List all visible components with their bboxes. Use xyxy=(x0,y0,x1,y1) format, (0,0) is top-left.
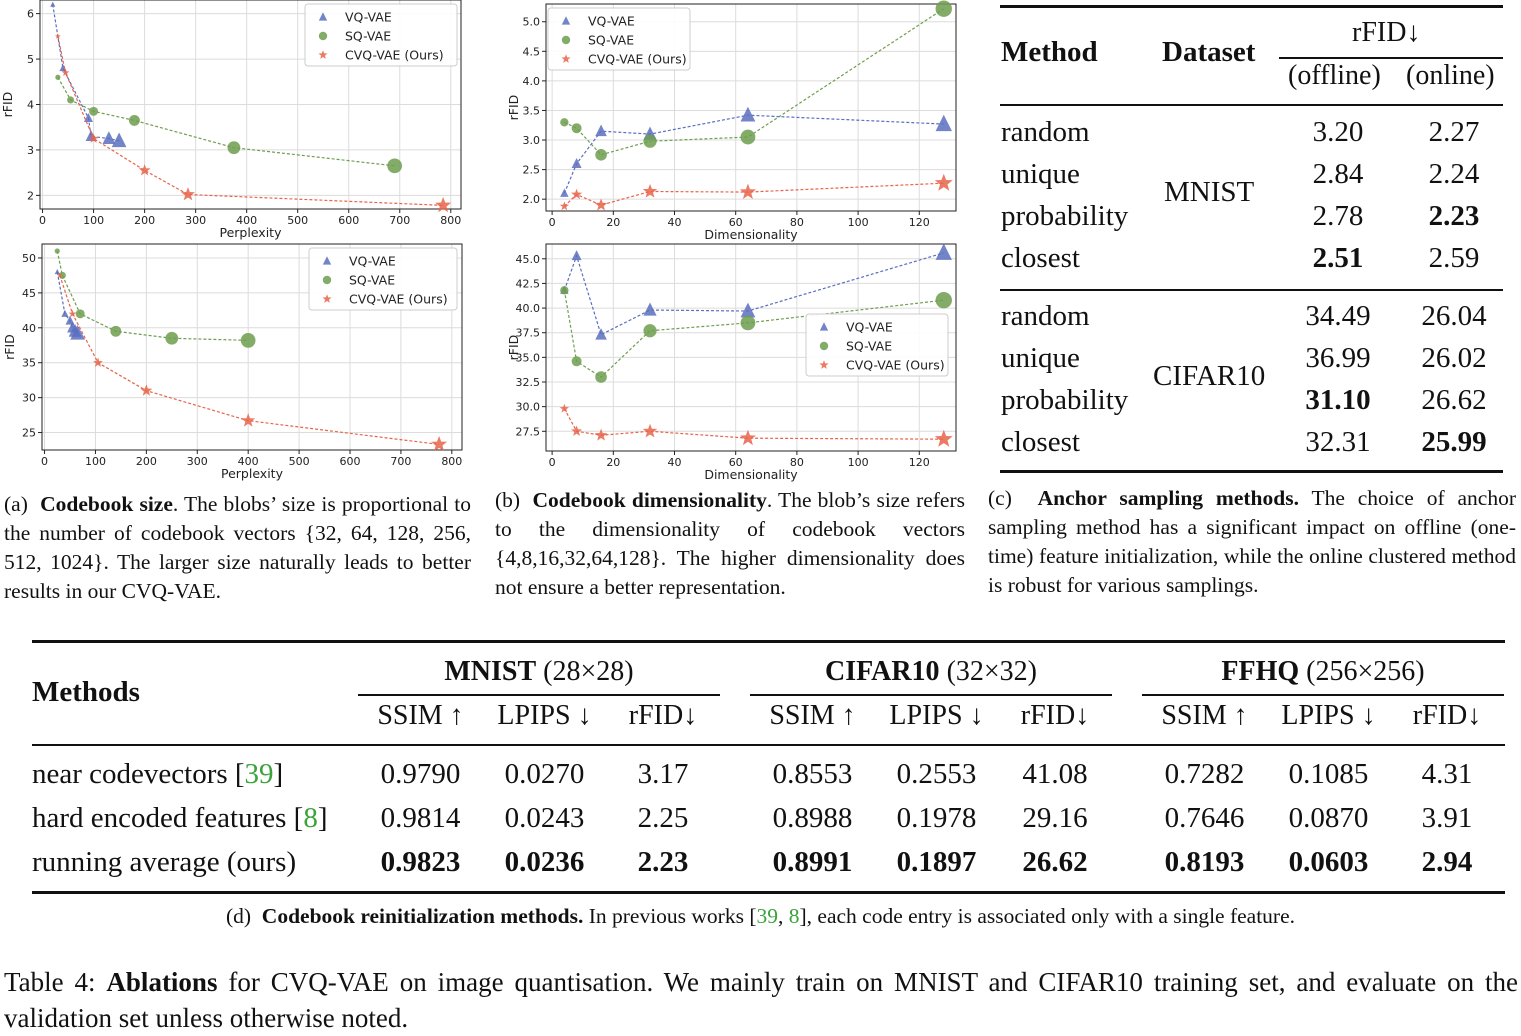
legend-label: CVQ-VAE (Ours) xyxy=(349,291,448,307)
legend-label: CVQ-VAE (Ours) xyxy=(846,357,945,373)
data-point-cvq-vae xyxy=(595,429,608,441)
table-c-group-rule xyxy=(1000,289,1503,291)
table-c-bottom-rule xyxy=(1000,470,1503,473)
legend-label: VQ-VAE xyxy=(846,319,893,335)
table-c-row xyxy=(1000,154,1503,196)
data-point-sq-vae xyxy=(936,292,952,308)
x-tick-label: 80 xyxy=(789,216,804,229)
table-d-dataset-cifar xyxy=(750,656,1112,688)
citation-link[interactable]: 8 xyxy=(303,802,318,834)
legend-label: VQ-VAE xyxy=(349,253,396,269)
y-tick-label: 5 xyxy=(27,53,34,67)
table-d-metric-header: SSIM ↑ xyxy=(769,700,856,731)
plot-b-top xyxy=(490,0,965,240)
x-axis-label: Dimensionality xyxy=(704,227,798,242)
table-c-group-cifar xyxy=(1000,296,1503,464)
y-tick-label: 37.5 xyxy=(515,326,540,340)
x-tick-label: 120 xyxy=(908,456,930,469)
caption-b xyxy=(495,486,965,602)
x-tick-label: 800 xyxy=(441,455,463,468)
data-point-vq-vae xyxy=(936,244,952,260)
plot-b-bottom xyxy=(490,240,965,480)
data-point-cvq-vae xyxy=(740,184,756,199)
table-caption-text: for CVQ-VAE on image quantisation. We mainly train on MNIST and CIFAR10 training set, and evaluate on the validation set unless otherwise noted. xyxy=(4,967,1519,1033)
x-tick-label: 100 xyxy=(84,455,106,468)
data-point-cvq-vae xyxy=(181,187,195,200)
legend-marker-sq-vae xyxy=(319,32,327,40)
y-tick-label: 32.5 xyxy=(515,376,540,389)
citation-link[interactable]: 8 xyxy=(788,904,800,928)
caption-d-label: (d) xyxy=(225,904,252,928)
table-d-cell: 0.8991 xyxy=(772,846,853,878)
table-c-group-mnist xyxy=(1000,112,1503,280)
data-point-vq-vae xyxy=(595,125,607,137)
data-point-sq-vae xyxy=(67,96,74,103)
x-tick-label: 400 xyxy=(236,214,258,227)
table-d-group-rule xyxy=(358,694,720,696)
table-d-metric-header: LPIPS ↓ xyxy=(497,700,592,731)
caption-a xyxy=(4,490,471,606)
table-d-metric-header: rFID↓ xyxy=(1412,700,1482,731)
table-d-dataset-ffhq xyxy=(1142,656,1504,688)
x-tick-label: 40 xyxy=(667,456,682,469)
table-d-body xyxy=(32,754,1505,886)
x-tick-label: 200 xyxy=(135,455,157,468)
series-line-cvq-vae xyxy=(564,409,943,440)
x-tick-label: 600 xyxy=(338,214,360,227)
x-axis-label: Perplexity xyxy=(219,225,282,240)
table-c-header-offline: (offline) xyxy=(1288,60,1381,91)
table-d-dataset-name: FFHQ xyxy=(1221,656,1300,687)
data-point-vq-vae xyxy=(572,250,582,260)
chart-a-bottom-svg xyxy=(0,240,470,480)
legend-label: SQ-VAE xyxy=(345,28,392,44)
table-c-offline: 36.99 xyxy=(1305,342,1371,374)
table-c-header-dataset: Dataset xyxy=(1162,36,1256,68)
data-point-cvq-vae xyxy=(571,426,582,436)
table-d-metric-header: rFID↓ xyxy=(1020,700,1090,731)
data-point-vq-vae xyxy=(936,115,952,131)
table-d-row xyxy=(32,798,1505,842)
caption-c xyxy=(988,484,1516,600)
data-point-sq-vae xyxy=(110,326,121,337)
table-d-dataset-res: (28×28) xyxy=(543,656,634,687)
data-point-vq-vae xyxy=(741,107,756,122)
table-d-cell: 4.31 xyxy=(1421,758,1473,790)
caption-c-label: (c) xyxy=(988,486,1012,510)
data-point-sq-vae xyxy=(643,324,656,337)
table-d-method-close: ] xyxy=(317,802,328,834)
data-point-cvq-vae xyxy=(93,358,103,367)
caption-d-title: Codebook reinitialization methods. xyxy=(261,904,584,928)
table-d-cell: 0.1897 xyxy=(896,846,977,878)
table-d-cell: 0.7646 xyxy=(1164,802,1245,834)
table-c-offline: 3.20 xyxy=(1312,116,1364,148)
table-c-offline: 2.51 xyxy=(1312,242,1364,274)
table-d-metric-header: SSIM ↑ xyxy=(377,700,464,731)
data-point-sq-vae xyxy=(129,115,140,126)
table-d-mid-rule xyxy=(32,744,1505,746)
y-tick-label: 4 xyxy=(27,98,34,112)
table-c xyxy=(1000,0,1503,480)
y-tick-label: 5.0 xyxy=(522,15,540,29)
caption-a-label: (a) xyxy=(4,492,28,516)
table-c-header-rfid: rFID↓ xyxy=(1352,17,1421,48)
table-d-row xyxy=(32,754,1505,798)
series-line-vq-vae xyxy=(564,115,943,193)
table-d-method-text: hard encoded features [ xyxy=(32,802,304,834)
table-d-cell: 0.0236 xyxy=(504,846,585,878)
data-point-cvq-vae xyxy=(560,201,569,210)
y-tick-label: 40 xyxy=(22,321,36,335)
legend-label: VQ-VAE xyxy=(588,13,635,29)
y-tick-label: 3 xyxy=(27,143,34,157)
plot-a-top xyxy=(0,0,470,240)
data-point-cvq-vae xyxy=(560,404,569,413)
table-c-method: probability xyxy=(1001,384,1129,416)
data-point-cvq-vae xyxy=(431,436,447,451)
data-point-vq-vae xyxy=(61,310,68,317)
table-caption-label: Table 4: xyxy=(4,967,96,997)
caption-b-title: Codebook dimensionality xyxy=(532,488,767,512)
x-tick-label: 200 xyxy=(134,214,156,227)
table-d-method xyxy=(32,758,283,791)
table-c-offline: 32.31 xyxy=(1305,426,1371,458)
table-c-method: random xyxy=(1001,116,1090,148)
data-point-vq-vae xyxy=(50,2,55,7)
table-d-cell: 3.91 xyxy=(1421,802,1473,834)
caption-d-text-end: ], each code entry is associated only with a single feature. xyxy=(799,904,1296,928)
table-c-header-online: (online) xyxy=(1406,60,1495,91)
table-d-dataset-res: (32×32) xyxy=(946,656,1038,687)
legend xyxy=(548,8,690,70)
y-tick-label: 3.0 xyxy=(522,134,540,148)
legend xyxy=(309,248,457,310)
data-point-vq-vae xyxy=(560,188,568,196)
table-d-cell: 41.08 xyxy=(1022,758,1088,790)
chart-b-bottom-svg xyxy=(490,240,965,480)
data-point-vq-vae xyxy=(643,303,656,316)
data-point-sq-vae xyxy=(595,149,607,161)
table-c-online: 2.59 xyxy=(1428,242,1480,274)
data-point-sq-vae xyxy=(55,75,60,80)
table-d-metric-header: rFID↓ xyxy=(628,700,698,731)
data-point-sq-vae xyxy=(560,118,568,126)
table-c-method: random xyxy=(1001,300,1090,332)
data-point-cvq-vae xyxy=(643,424,657,438)
table-d-cell: 29.16 xyxy=(1022,802,1088,834)
x-tick-label: 600 xyxy=(339,455,361,468)
data-point-sq-vae xyxy=(76,309,85,318)
table-c-offline: 2.84 xyxy=(1312,158,1364,190)
legend-label: SQ-VAE xyxy=(588,32,635,48)
y-axis-label: rFID xyxy=(506,334,521,361)
y-tick-label: 4.0 xyxy=(522,74,540,88)
data-point-vq-vae xyxy=(55,269,60,274)
x-tick-label: 500 xyxy=(288,455,310,468)
table-d-dataset-name: MNIST xyxy=(444,656,537,687)
data-point-cvq-vae xyxy=(740,430,756,445)
data-point-cvq-vae xyxy=(643,184,657,198)
table-c-online: 2.23 xyxy=(1428,200,1480,232)
x-tick-label: 0 xyxy=(548,456,556,469)
table-c-dataset-mnist: MNIST xyxy=(1164,176,1255,208)
y-tick-label: 35.0 xyxy=(515,351,540,365)
table-c-top-rule xyxy=(1000,5,1503,8)
table-d-cell: 0.9814 xyxy=(380,802,461,834)
table-d-dataset-name: CIFAR10 xyxy=(824,656,940,687)
table-d-cell: 0.1085 xyxy=(1288,758,1369,790)
data-point-sq-vae xyxy=(572,356,582,366)
x-tick-label: 300 xyxy=(186,455,208,468)
table-d-top-rule xyxy=(32,640,1505,643)
table-c-row xyxy=(1000,238,1503,280)
table-d-metric-headers xyxy=(32,700,1505,740)
data-point-sq-vae xyxy=(241,333,256,348)
chart-a-top-svg xyxy=(0,0,470,240)
plot-a-bottom xyxy=(0,240,470,480)
table-d-method xyxy=(32,846,296,879)
data-point-sq-vae xyxy=(643,135,656,148)
table-d-group-rule xyxy=(750,694,1112,696)
y-tick-label: 4.5 xyxy=(522,45,540,59)
table-d-metric-header: LPIPS ↓ xyxy=(1281,700,1376,731)
table-d-bottom-rule xyxy=(32,891,1505,894)
x-axis-label: Dimensionality xyxy=(704,467,798,482)
chart-b-top-svg xyxy=(490,0,965,240)
x-tick-label: 100 xyxy=(847,216,869,229)
data-point-cvq-vae xyxy=(935,174,953,191)
legend-marker-sq-vae xyxy=(323,276,331,284)
y-tick-label: 30 xyxy=(22,391,36,405)
x-tick-label: 60 xyxy=(728,456,743,469)
table-d-cell: 0.2553 xyxy=(896,758,977,790)
legend-label: SQ-VAE xyxy=(846,338,893,354)
x-tick-label: 100 xyxy=(83,214,105,227)
data-point-sq-vae xyxy=(387,158,402,173)
table-d-dataset-res: (256×256) xyxy=(1306,656,1425,687)
y-tick-label: 35 xyxy=(22,356,36,370)
y-tick-label: 42.5 xyxy=(515,277,540,291)
table-d-cell: 2.23 xyxy=(637,846,689,878)
y-tick-label: 2.5 xyxy=(522,163,540,177)
table-c-online: 26.02 xyxy=(1421,342,1487,374)
table-d-cell: 2.94 xyxy=(1421,846,1473,878)
data-point-cvq-vae xyxy=(435,197,451,212)
legend-marker-sq-vae xyxy=(562,36,570,44)
x-tick-label: 20 xyxy=(606,216,621,229)
x-tick-label: 40 xyxy=(667,216,682,229)
table-d-cell: 3.17 xyxy=(637,758,689,790)
x-tick-label: 700 xyxy=(390,455,412,468)
x-tick-label: 0 xyxy=(41,455,49,468)
data-point-cvq-vae xyxy=(595,198,608,210)
table-caption-title: Ablations xyxy=(106,967,218,997)
x-axis-label: Perplexity xyxy=(221,466,283,481)
legend xyxy=(305,4,457,66)
x-tick-label: 700 xyxy=(389,214,411,227)
y-tick-label: 25 xyxy=(22,426,36,440)
legend-label: CVQ-VAE (Ours) xyxy=(588,51,687,67)
y-tick-label: 30.0 xyxy=(515,400,540,414)
table-d xyxy=(32,640,1505,896)
caption-c-title: Anchor sampling methods. xyxy=(1037,486,1299,510)
table-c-row xyxy=(1000,338,1503,380)
table-d-cell: 0.8193 xyxy=(1164,846,1245,878)
table-c-offline: 34.49 xyxy=(1305,300,1371,332)
table-caption xyxy=(4,964,1518,1036)
caption-b-label: (b) xyxy=(495,488,521,512)
table-c-offline: 31.10 xyxy=(1305,384,1371,416)
table-c-method: unique xyxy=(1001,158,1080,190)
data-point-cvq-vae xyxy=(935,430,953,447)
y-tick-label: 45 xyxy=(22,286,36,300)
table-d-group-rule xyxy=(1142,694,1504,696)
data-point-sq-vae xyxy=(936,1,952,17)
table-d-row xyxy=(32,842,1505,886)
data-point-sq-vae xyxy=(55,248,60,253)
legend-label: VQ-VAE xyxy=(345,9,392,25)
table-d-method-text: running average (ours) xyxy=(32,846,297,878)
table-c-method: closest xyxy=(1001,242,1080,274)
y-tick-label: 27.5 xyxy=(515,425,540,439)
table-c-online: 2.24 xyxy=(1428,158,1480,190)
data-point-sq-vae xyxy=(89,107,98,116)
table-d-cell: 0.0243 xyxy=(504,802,585,834)
y-tick-label: 3.5 xyxy=(522,104,540,118)
x-tick-label: 500 xyxy=(287,214,309,227)
table-d-cell: 0.8553 xyxy=(772,758,853,790)
series-line-sq-vae xyxy=(58,77,395,166)
citation-link[interactable]: 39 xyxy=(244,758,274,790)
data-point-sq-vae xyxy=(595,371,607,383)
table-c-row xyxy=(1000,112,1503,154)
table-c-online: 25.99 xyxy=(1421,426,1487,458)
table-d-cell: 0.8988 xyxy=(772,802,853,834)
table-d-method-text: near codevectors [ xyxy=(32,758,245,790)
data-point-vq-vae xyxy=(595,328,607,340)
table-c-header-rule xyxy=(1279,57,1503,59)
data-point-sq-vae xyxy=(572,123,582,133)
table-c-offline: 2.78 xyxy=(1312,200,1364,232)
table-d-cell: 26.62 xyxy=(1022,846,1088,878)
series-line-sq-vae xyxy=(57,251,248,340)
table-c-row xyxy=(1000,296,1503,338)
caption-b-text: . The blob’s size refers to the dimensionality of codebook vectors {4,8,16,32,64,128}. The higher dimensionality does not ensure a better representation. xyxy=(495,488,966,599)
y-tick-label: 50 xyxy=(22,251,36,265)
caption-c-text: The choice of anchor sampling method has a significant impact on offline (one-time) feature initialization, while the online clustered method is robust for various samplings. xyxy=(988,486,1517,597)
table-d-cell: 0.0870 xyxy=(1288,802,1369,834)
data-point-sq-vae xyxy=(228,141,241,154)
caption-a-title: Codebook size xyxy=(40,492,173,516)
y-tick-label: 40.0 xyxy=(515,302,540,316)
table-d-cell: 0.0603 xyxy=(1288,846,1369,878)
data-point-sq-vae xyxy=(560,286,568,294)
table-d-cell: 0.0270 xyxy=(504,758,585,790)
x-tick-label: 80 xyxy=(789,456,804,469)
table-c-method: probability xyxy=(1001,200,1129,232)
y-tick-label: 2 xyxy=(27,189,34,203)
table-d-method-close: ] xyxy=(273,758,284,790)
x-tick-label: 100 xyxy=(847,456,869,469)
table-d-cell: 0.9790 xyxy=(380,758,461,790)
series-line-cvq-vae xyxy=(564,183,943,206)
table-d-cell: 0.9823 xyxy=(380,846,461,878)
table-c-dataset-cifar: CIFAR10 xyxy=(1153,360,1266,392)
legend-label: SQ-VAE xyxy=(349,272,396,288)
table-d-cell: 2.25 xyxy=(637,802,689,834)
table-c-method: closest xyxy=(1001,426,1080,458)
caption-d-text: In previous works [ xyxy=(583,904,757,928)
table-c-row xyxy=(1000,380,1503,422)
table-c-online: 26.04 xyxy=(1421,300,1487,332)
table-d-cell: 0.7282 xyxy=(1164,758,1245,790)
x-tick-label: 800 xyxy=(440,214,462,227)
table-d-metric-header: LPIPS ↓ xyxy=(889,700,984,731)
table-d-header-methods: Methods xyxy=(32,676,140,708)
y-tick-label: 6 xyxy=(27,7,34,21)
caption-d-sep: , xyxy=(778,904,789,928)
caption-d xyxy=(0,904,1521,929)
table-c-online: 26.62 xyxy=(1421,384,1487,416)
table-c-row xyxy=(1000,196,1503,238)
table-d-dataset-mnist xyxy=(358,656,720,688)
y-tick-label: 45.0 xyxy=(515,252,540,266)
table-d-cell: 0.1978 xyxy=(896,802,977,834)
x-tick-label: 60 xyxy=(728,216,743,229)
table-c-online: 2.27 xyxy=(1428,116,1480,148)
data-point-sq-vae xyxy=(165,332,178,345)
y-axis-label: rFID xyxy=(2,334,17,360)
y-axis-label: rFID xyxy=(0,91,15,118)
data-point-sq-vae xyxy=(741,130,756,145)
table-c-mid-rule xyxy=(1000,104,1503,106)
legend-label: CVQ-VAE (Ours) xyxy=(345,47,444,63)
table-d-metric-header: SSIM ↑ xyxy=(1161,700,1248,731)
legend xyxy=(806,314,948,376)
table-c-header-method: Method xyxy=(1001,36,1098,68)
x-tick-label: 400 xyxy=(237,455,259,468)
table-d-method xyxy=(32,802,328,835)
data-point-sq-vae xyxy=(741,315,756,330)
y-axis-label: rFID xyxy=(506,94,521,121)
x-tick-label: 120 xyxy=(908,216,930,229)
x-tick-label: 0 xyxy=(39,214,47,227)
x-tick-label: 0 xyxy=(548,216,556,229)
citation-link[interactable]: 39 xyxy=(756,904,778,928)
x-tick-label: 300 xyxy=(185,214,207,227)
table-c-row xyxy=(1000,422,1503,464)
y-tick-label: 2.0 xyxy=(522,193,540,207)
x-tick-label: 20 xyxy=(606,456,621,469)
table-c-method: unique xyxy=(1001,342,1080,374)
legend-marker-sq-vae xyxy=(820,342,828,350)
caption-a-text: . The blobs’ size is proportional to the number of codebook vectors {32, 64, 128, 256, 512, 1024}. The larger size naturally leads to better results in our CVQ-VAE. xyxy=(4,492,471,603)
